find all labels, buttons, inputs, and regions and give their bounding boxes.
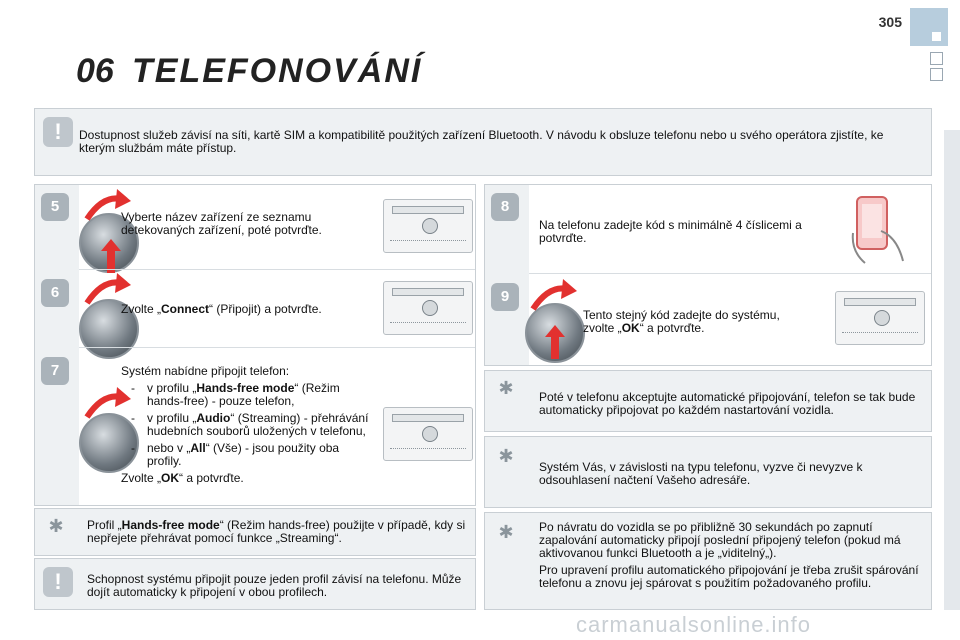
phone-hand-icon (849, 191, 909, 271)
step-7-text: Systém nabídne připojit telefon: - v profilu „Hands-free mode“ (Režim hands-free) - pouze telefon, - v profilu „Audio“ (Streaming) - přehrávání hudebních souborů uložených v telefonu, - nebo v „All“ (Vše) - jsou použity oba profily. Zvolte „OK“ a potvrďte. (121, 365, 371, 485)
divider (529, 273, 931, 274)
radio-unit-image (383, 199, 473, 253)
tip-autoconnect-text: Poté v telefonu akceptujte automatické připojování, telefon se tak bude automaticky připojovat po každém nastartování vozidla. (539, 390, 916, 417)
step-number-6: 6 (41, 279, 69, 307)
step-number-7: 7 (41, 357, 69, 385)
step-7-confirm: Zvolte „OK“ a potvrďte. (121, 471, 244, 485)
intro-note-panel (34, 108, 932, 176)
press-arrow-icon (101, 239, 121, 273)
sun-icon: ✱ (498, 522, 514, 542)
chapter-tab (910, 8, 948, 46)
tab-marker (930, 68, 943, 81)
sun-icon: ✱ (498, 378, 514, 398)
rotate-arrow-icon (529, 279, 579, 315)
step-8-text: Na telefonu zadejte kód s minimálně 4 číslicemi a potvrďte. (539, 218, 802, 245)
note-profile-text: Schopnost systému připojit pouze jeden profil závisí na telefonu. Může dojít automaticky k připojení v obou profilech. (87, 572, 462, 599)
step-5-text: Vyberte název zařízení ze seznamu detekovaných zařízení, poté potvrďte. (121, 210, 322, 237)
watermark: carmanualsonline.info (576, 612, 812, 637)
exclamation-icon: ! (43, 567, 73, 597)
intro-note-text: Dostupnost služeb závisí na síti, kartě SIM a kompatibilitě použitých zařízení Bluetooth. V návodu k obsluze telefonu nebo u svého operátora zjistíte, ke kterým službám máte přístup. (79, 128, 884, 155)
side-strip (944, 130, 960, 610)
option-all: - nebo v „All“ (Vše) - jsou použity oba profily. (121, 442, 371, 468)
divider (79, 269, 475, 270)
sun-icon: ✱ (498, 446, 514, 466)
tip-reconnect-panel (484, 512, 932, 610)
tip-addressbook-panel (484, 436, 932, 508)
step-6-text: Zvolte „Connect“ (Připojit) a potvrďte. (121, 302, 322, 316)
option-hands-free: - v profilu „Hands-free mode“ (Režim hands-free) - pouze telefon, (121, 382, 371, 408)
exclamation-icon: ! (43, 117, 73, 147)
tip-reconnect-text: Po návratu do vozidla se po přibližně 30 sekundách po zapnutí zapalování automaticky připojí poslední připojený telefon (pokud má aktivovanou funkci Bluetooth a je „viditelný„). Pro upravení profilu automatického připojování je třeba zrušit spárování telefonu a znovu jej spárovat s použitím požadovaného profilu. (539, 520, 919, 590)
note-profile-panel (34, 558, 476, 610)
radio-unit-image (383, 407, 473, 461)
divider (79, 347, 475, 348)
tip-addressbook-text: Systém Vás, v závislosti na typu telefonu, vyzve či nevyzve k odsouhlasení načtení Vašeho adresáře. (539, 460, 863, 487)
page-number: 305 (878, 14, 902, 30)
sun-icon: ✱ (48, 516, 64, 536)
radio-unit-image (383, 281, 473, 335)
steps-left-panel (34, 184, 476, 506)
tip-profile-panel (34, 508, 476, 556)
connect-label: Connect (161, 302, 210, 316)
step-number-8: 8 (491, 193, 519, 221)
chapter-title: TELEFONOVÁNÍ (132, 52, 423, 90)
step-9-text: Tento stejný kód zadejte do systému, zvolte „OK“ a potvrďte. (583, 308, 780, 335)
radio-unit-image (835, 291, 925, 345)
step-number-9: 9 (491, 283, 519, 311)
step-number-5: 5 (41, 193, 69, 221)
tip-autoconnect-panel (484, 370, 932, 432)
step-gutter (35, 185, 79, 505)
press-arrow-icon (545, 325, 565, 359)
tab-marker (930, 52, 943, 65)
chapter-number: 06 (76, 52, 114, 90)
steps-right-panel (484, 184, 932, 366)
tip-profile-text: Profil „Hands-free mode“ (Režim hands-free) použijte v případě, kdy si nepřejete přehrávat pomocí funkce „Streaming“. (87, 518, 466, 545)
option-audio: - v profilu „Audio“ (Streaming) - přehrávání hudebních souborů uložených v telefonu, (121, 412, 371, 438)
